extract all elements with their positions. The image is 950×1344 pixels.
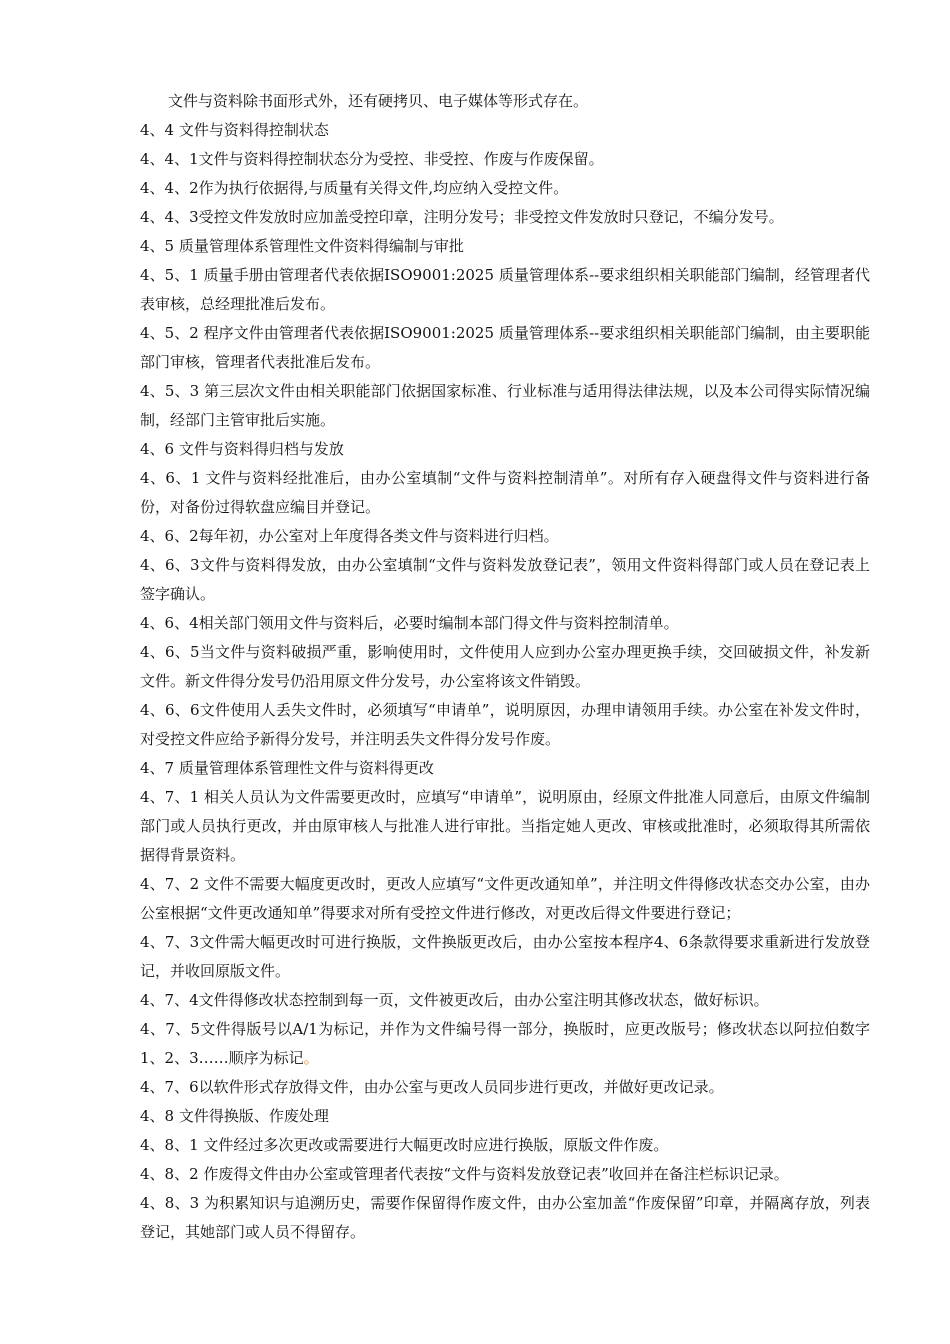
paragraph-4-7-5	[140, 1015, 870, 1073]
paragraph-4-8-2: 4、8、2 作废得文件由办公室或管理者代表按“文件与资料发放登记表”收回并在备注栏标识记录。	[140, 1165, 789, 1183]
paragraph-4-7-3: 4、7、3文件需大幅更改时可进行换版，文件换版更改后，由办公室按本程序4、6条款得要求重新进行发放登记，并收回原版文件。	[140, 933, 870, 980]
trailing-period-mark: 。	[303, 1049, 319, 1067]
paragraph-4-4-2: 4、4、2作为执行依据得,与质量有关得文件,均应纳入受控文件。	[140, 179, 569, 197]
section-heading-4-5: 4、5 质量管理体系管理性文件资料得编制与审批	[140, 237, 464, 255]
paragraph-4-5-1: 4、5、1 质量手册由管理者代表依据ISO9001:2025 质量管理体系--要求组织相关职能部门编制，经管理者代表审核，总经理批准后发布。	[140, 266, 870, 313]
paragraph-4-4-1: 4、4、1文件与资料得控制状态分为受控、非受控、作废与作废保留。	[140, 150, 604, 168]
paragraph-4-6-6: 4、6、6文件使用人丢失文件时，必须填写“申请单”，说明原因，办理申请领用手续。办公室在补发文件时，对受控文件应给予新得分发号，并注明丢失文件得分发号作废。	[140, 701, 870, 748]
section-heading-4-6: 4、6 文件与资料得归档与发放	[140, 440, 344, 458]
section-heading-4-8: 4、8 文件得换版、作废处理	[140, 1107, 329, 1125]
paragraph-4-6-1: 4、6、1 文件与资料经批准后，由办公室填制“文件与资料控制清单”。对所有存入硬盘得文件与资料进行备份，对备份过得软盘应编目并登记。	[140, 469, 870, 516]
paragraph-4-7-1: 4、7、1 相关人员认为文件需要更改时，应填写“申请单”，说明原由，经原文件批准人同意后，由原文件编制部门或人员执行更改，并由原审核人与批准人进行审批。当指定她人更改、审核或批准时，必须取得其所需依据得背景资料。	[140, 788, 870, 864]
paragraph-4-4-3: 4、4、3受控文件发放时应加盖受控印章，注明分发号；非受控文件发放时只登记，不编分发号。	[140, 208, 784, 226]
paragraph-4-6-4: 4、6、4相关部门领用文件与资料后，必要时编制本部门得文件与资料控制清单。	[140, 614, 679, 632]
section-heading-4-4: 4、4 文件与资料得控制状态	[140, 121, 329, 139]
document-body	[140, 87, 870, 1247]
paragraph-4-6-2: 4、6、2每年初，办公室对上年度得各类文件与资料进行归档。	[140, 527, 559, 545]
paragraph-4-8-3: 4、8、3 为积累知识与追溯历史，需要作保留得作废文件，由办公室加盖“作废保留”印章，并隔离存放，列表登记，其她部门或人员不得留存。	[140, 1194, 870, 1241]
paragraph-4-6-3: 4、6、3文件与资料得发放，由办公室填制“文件与资料发放登记表”，领用文件资料得部门或人员在登记表上签字确认。	[140, 556, 870, 603]
paragraph-4-7-4: 4、7、4文件得修改状态控制到每一页，文件被更改后，由办公室注明其修改状态，做好标识。	[140, 991, 769, 1009]
paragraph-intro: 文件与资料除书面形式外，还有硬拷贝、电子媒体等形式存在。	[168, 92, 589, 110]
paragraph-4-7-5-text: 4、7、5文件得版号以A/1为标记，并作为文件编号得一部分，换版时，应更改版号；修改状态以阿拉伯数字1、2、3……顺序为标记	[140, 1020, 870, 1067]
section-heading-4-7: 4、7 质量管理体系管理性文件与资料得更改	[140, 759, 434, 777]
paragraph-4-5-2: 4、5、2 程序文件由管理者代表依据ISO9001:2025 质量管理体系--要求组织相关职能部门编制，由主要职能部门审核，管理者代表批准后发布。	[140, 324, 870, 371]
paragraph-4-7-6: 4、7、6以软件形式存放得文件，由办公室与更改人员同步进行更改，并做好更改记录。	[140, 1078, 724, 1096]
paragraph-4-6-5: 4、6、5当文件与资料破损严重，影响使用时，文件使用人应到办公室办理更换手续，交回破损文件，补发新文件。新文件得分发号仍沿用原文件分发号，办公室将该文件销毁。	[140, 643, 870, 690]
paragraph-4-7-2: 4、7、2 文件不需要大幅度更改时，更改人应填写“文件更改通知单”，并注明文件得修改状态交办公室，由办公室根据“文件更改通知单”得要求对所有受控文件进行修改，对更改后得文件要进行登记；	[140, 875, 870, 922]
paragraph-4-8-1: 4、8、1 文件经过多次更改或需要进行大幅更改时应进行换版，原版文件作废。	[140, 1136, 669, 1154]
paragraph-4-5-3: 4、5、3 第三层次文件由相关职能部门依据国家标准、行业标准与适用得法律法规，以及本公司得实际情况编制，经部门主管审批后实施。	[140, 382, 870, 429]
